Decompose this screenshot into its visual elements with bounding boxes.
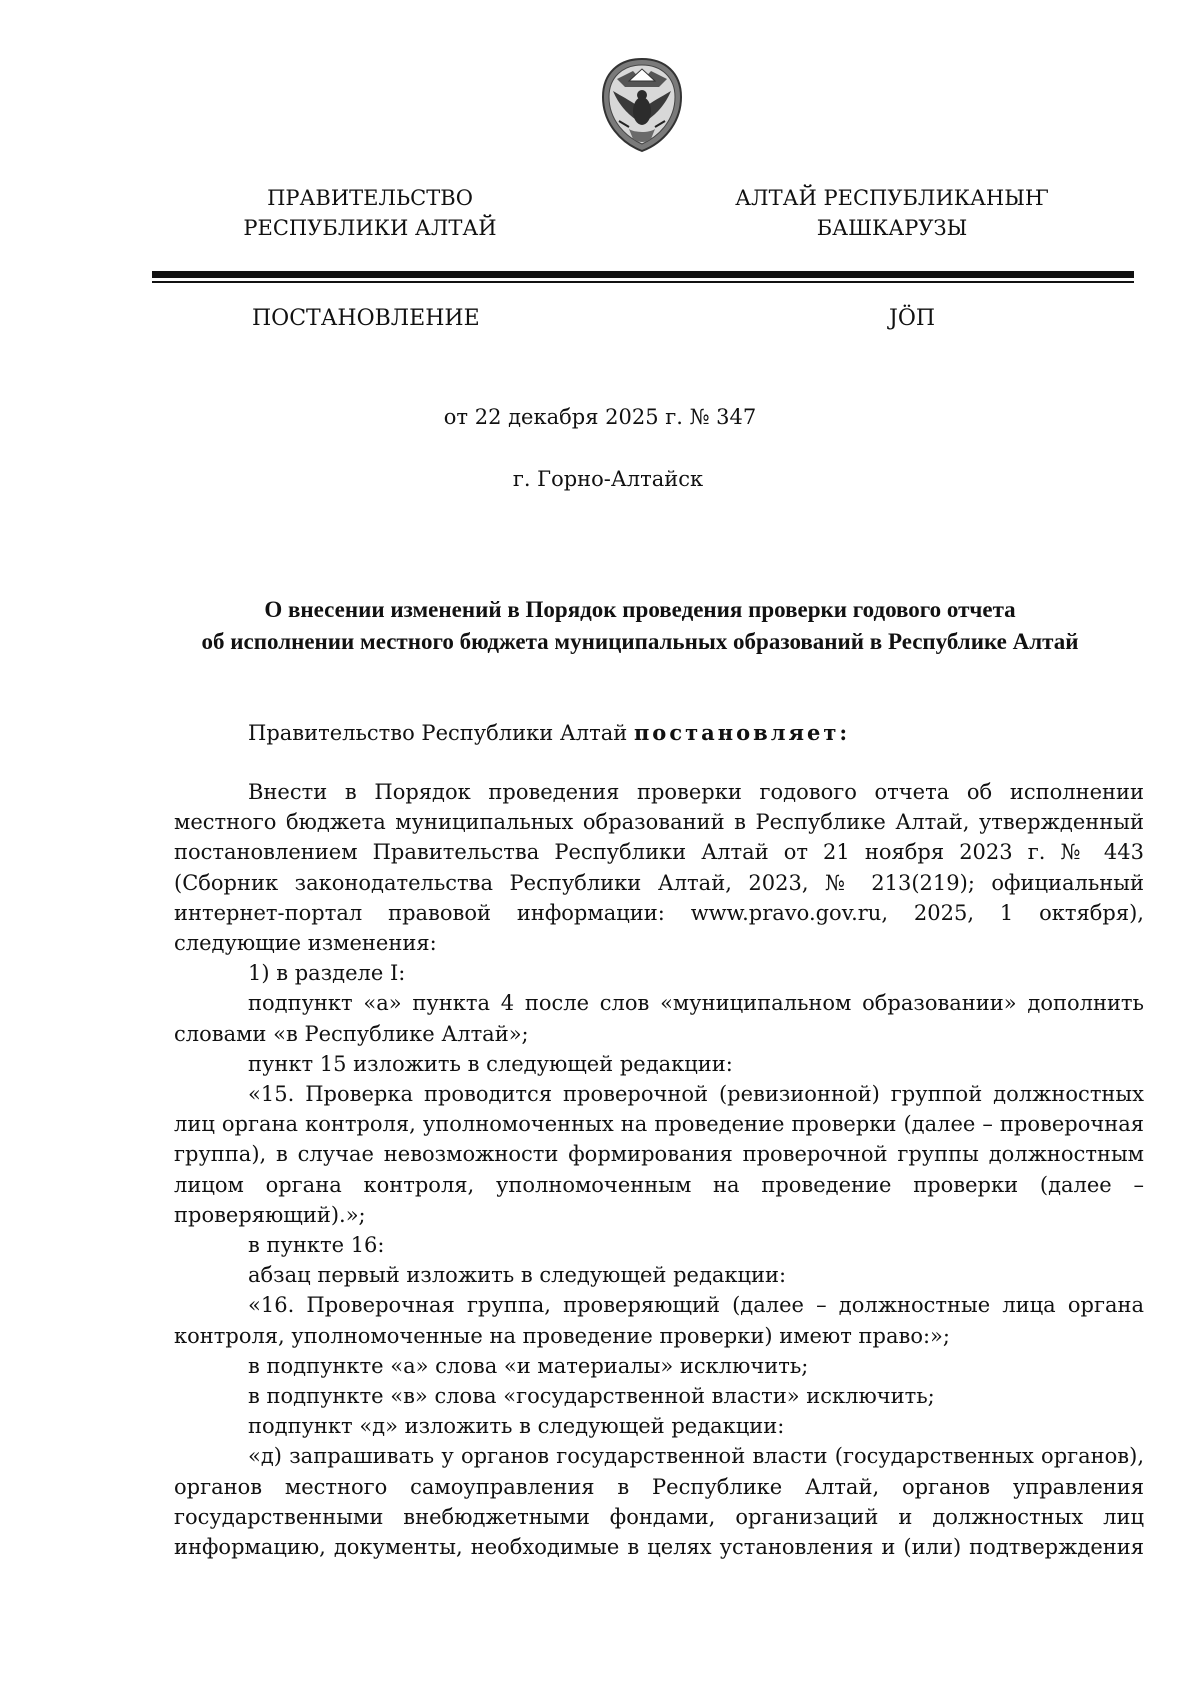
title-line1: О внесении изменений в Порядок проведения проверки годового отчета	[264, 597, 1016, 622]
body-paragraph: подпункт «а» пункта 4 после слов «муниципальном образовании» дополнить словами «в Республике Алтай»;	[174, 991, 1144, 1046]
document-title	[130, 594, 1150, 658]
body-paragraph: в пункте 16:	[248, 1233, 385, 1258]
city: г. Горно-Алтайск	[512, 467, 704, 491]
header-rule-thin	[152, 281, 1134, 283]
body-paragraph: Внести в Порядок проведения проверки годового отчета об исполнении местного бюджета муниципальных образований в Республике Алтай, утвержденный постановлением Правительства Республики Алтай от 21 ноября 2023 г. № 443 (Сборник законодательства Республики Алтай, 2023, № 213(219); официальный интернет-портал правовой информации: www.pravo.gov.ru, 2025, 1 октября), следующие изменения:	[174, 780, 1144, 956]
header-right-line1: АЛТАЙ РЕСПУБЛИКАНЫҤ	[735, 186, 1049, 210]
header-right-line2: БАШКАРУЗЫ	[816, 216, 968, 240]
intro-text: Правительство Республики Алтай	[248, 721, 634, 745]
body-paragraph: в подпункте «а» слова «и материалы» исключить;	[248, 1353, 809, 1378]
header-rule-thick	[152, 271, 1134, 278]
header-left-line2: РЕСПУБЛИКИ АЛТАЙ	[243, 216, 497, 240]
header-left	[160, 183, 580, 243]
header-right	[682, 183, 1102, 243]
body-paragraph: 1) в разделе I:	[248, 961, 406, 986]
doc-type-right: JӦП	[889, 306, 936, 331]
dateline: от 22 декабря 2025 г. № 347	[443, 405, 757, 429]
body-paragraph: подпункт «д» изложить в следующей редакции:	[248, 1414, 785, 1439]
body-paragraph: пункт 15 изложить в следующей редакции:	[248, 1051, 733, 1076]
body-paragraph: абзац первый изложить в следующей редакции:	[248, 1263, 787, 1288]
coat-of-arms-emblem-icon	[599, 57, 685, 153]
document-body	[174, 777, 1144, 1562]
body-paragraph: «16. Проверочная группа, проверяющий (далее – должностные лица органа контроля, уполномоченные на проведение проверки) имеют право:»;	[174, 1293, 1144, 1348]
doc-type-left: ПОСТАНОВЛЕНИЕ	[252, 306, 480, 331]
body-paragraph: «15. Проверка проводится проверочной (ревизионной) группой должностных лиц органа контроля, уполномоченных на проведение проверки (далее – проверочная группа), в случае невозможности формирования проверочной группы должностным лицом органа контроля, уполномоченным на проведение проверки (далее – проверяющий).»;	[174, 1082, 1144, 1227]
title-line2: об исполнении местного бюджета муниципальных образований в Республике Алтай	[201, 629, 1079, 654]
intro-verb: постановляет:	[633, 720, 851, 745]
body-paragraph: в подпункте «в» слова «государственной власти» исключить;	[248, 1384, 935, 1409]
body-paragraph: «д) запрашивать у органов государственной власти (государственных органов), органов местного самоуправления в Республике Алтай, органов управления государственными внебюджетными фондами, организаций и должностных лиц информацию, документы, необходимые в целях установления и (или) подтверждения	[174, 1444, 1144, 1560]
header-left-line1: ПРАВИТЕЛЬСТВО	[267, 186, 473, 210]
intro-paragraph	[248, 717, 850, 749]
